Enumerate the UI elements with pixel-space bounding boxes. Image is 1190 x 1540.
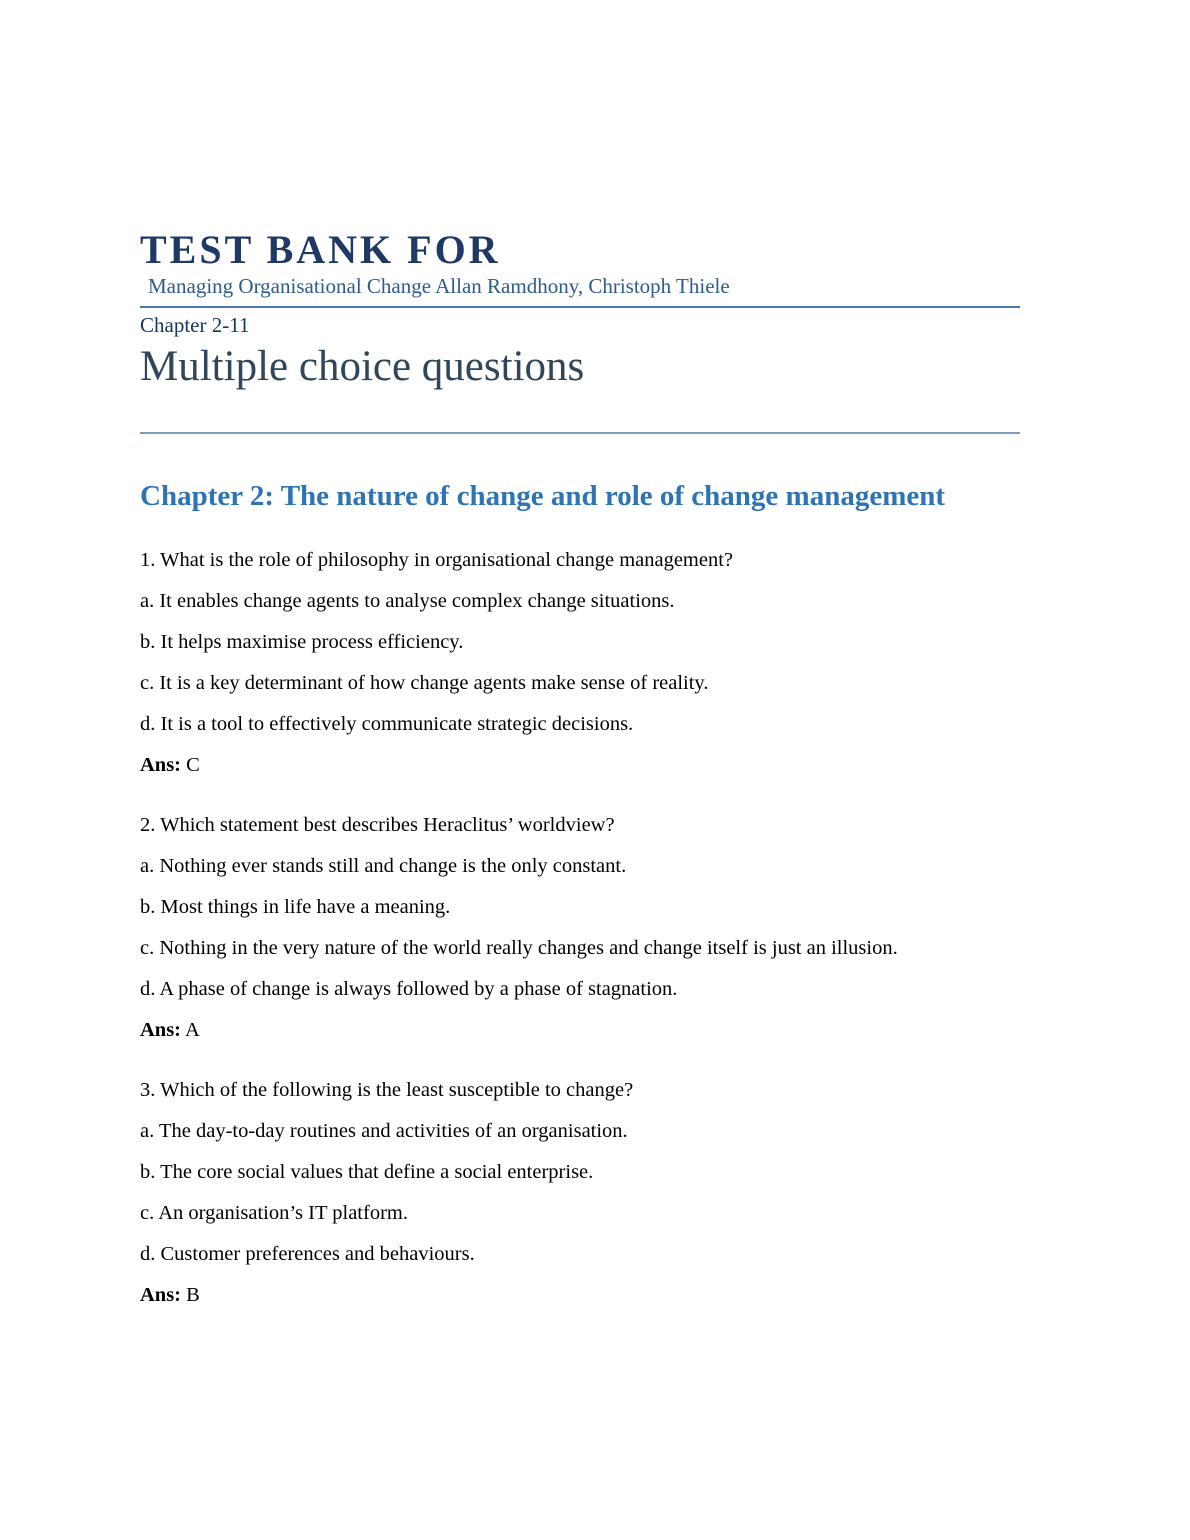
section-divider xyxy=(140,432,1020,434)
answer-value: B xyxy=(186,1284,200,1306)
question-block-3 xyxy=(140,1080,1045,1306)
answer-line xyxy=(140,1020,1045,1041)
question-option-c: c. Nothing in the very nature of the world really changes and change itself is just an illusion. xyxy=(140,937,898,959)
answer-value: C xyxy=(186,754,200,776)
document-content xyxy=(140,228,1045,1306)
document-title: Multiple choice questions xyxy=(140,343,585,390)
question-option-a: a. Nothing ever stands still and change is the only constant. xyxy=(140,855,627,877)
question-option-b: b. Most things in life have a meaning. xyxy=(140,896,451,918)
question-text: 1. What is the role of philosophy in organisational change management? xyxy=(140,549,734,571)
book-subtitle: Managing Organisational Change Allan Ramdhony, Christoph Thiele xyxy=(140,274,1020,308)
question-option-b: b. The core social values that define a social enterprise. xyxy=(140,1161,594,1183)
question-option-c: c. It is a key determinant of how change agents make sense of reality. xyxy=(140,672,709,694)
answer-label: Ans: xyxy=(140,754,182,776)
questions-list xyxy=(140,550,1045,1306)
question-text: 2. Which statement best describes Heraclitus’ worldview? xyxy=(140,814,615,836)
answer-line xyxy=(140,755,1045,776)
question-option-d: d. It is a tool to effectively communicate strategic decisions. xyxy=(140,713,634,735)
section-heading: Chapter 2: The nature of change and role of change management xyxy=(140,480,946,512)
answer-line xyxy=(140,1285,1045,1306)
chapter-range: Chapter 2-11 xyxy=(140,313,250,337)
question-option-c: c. An organisation’s IT platform. xyxy=(140,1202,408,1224)
test-bank-title: TEST BANK FOR xyxy=(140,227,501,272)
question-block-1 xyxy=(140,550,1045,776)
answer-value: A xyxy=(185,1019,200,1041)
question-block-2 xyxy=(140,815,1045,1041)
question-text: 3. Which of the following is the least susceptible to change? xyxy=(140,1079,634,1101)
document-header xyxy=(140,228,1045,394)
answer-label: Ans: xyxy=(140,1284,182,1306)
question-option-a: a. The day-to-day routines and activities of an organisation. xyxy=(140,1120,628,1142)
question-option-b: b. It helps maximise process efficiency. xyxy=(140,631,464,653)
question-option-d: d. Customer preferences and behaviours. xyxy=(140,1243,475,1265)
answer-label: Ans: xyxy=(140,1019,182,1041)
question-option-d: d. A phase of change is always followed by a phase of stagnation. xyxy=(140,978,678,1000)
question-option-a: a. It enables change agents to analyse complex change situations. xyxy=(140,590,675,612)
